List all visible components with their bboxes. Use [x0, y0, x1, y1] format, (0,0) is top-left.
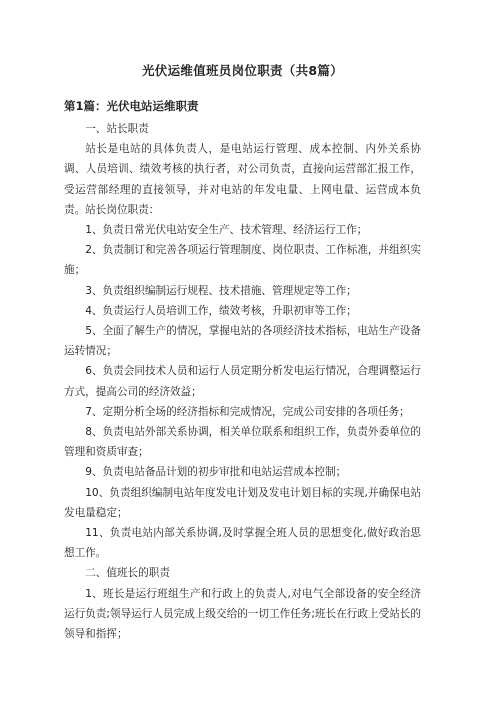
section-title: 第1篇：光伏电站运维职责: [64, 99, 199, 113]
paragraph: 7、定期分析全场的经济指标和完成情况，完成公司安排的各项任务；: [85, 405, 410, 418]
document-title: 光伏运维值班员岗位职责（共8篇）: [142, 63, 343, 78]
paragraph: 1、负责日常光伏电站安全生产、技术管理、经济运行工作；: [85, 224, 368, 237]
paragraph: 4、负责运行人员培训工作，绩效考核，升职初审等工作；: [85, 304, 357, 317]
paragraph: 10、负责组织编制电站年度发电计划及发电计划目标的实现,并确保电站发电量稳定；: [64, 486, 421, 519]
paragraph: 9、负责电站备品计划的初步审批和电站运营成本控制；: [85, 466, 347, 479]
paragraph: 8、负责电站外部关系协调，相关单位联系和组织工作，负责外委单位的管理和资质审查；: [64, 426, 421, 459]
paragraph: 6、负责会同技术人员和运行人员定期分析发电运行情况，合理调整运行方式，提高公司的经济效益；: [64, 365, 421, 398]
paragraph: 二、值班长的职责: [85, 567, 170, 580]
document-body: [64, 119, 421, 644]
paragraph: 站长是电站的具体负责人，是电站运行管理、成本控制、内外关系协调、人员培训、绩效考核的执行者，对公司负责，直接向运营部汇报工作，受运营部经理的直接领导，并对电站的年发电量、上网电量、运营成本负责。站长岗位职责：: [64, 143, 421, 216]
paragraph: 1、班长是运行班组生产和行政上的负责人,对电气全部设备的安全经济运行负责;领导运行人员完成上级交给的一切工作任务;班长在行政上受站长的领导和指挥；: [64, 587, 421, 641]
paragraph: 5、全面了解生产的情况，掌握电站的各项经济技术指标，电站生产设备运转情况；: [64, 325, 421, 358]
paragraph: 3、负责组织编制运行规程、技术措施、管理规定等工作；: [85, 284, 357, 297]
paragraph: 一、站长职责: [85, 123, 149, 135]
paragraph: 11、负责电站内部关系协调,及时掌握全班人员的思想变化,做好政治思想工作。: [64, 527, 421, 560]
paragraph: 2、负责制订和完善各项运行管理制度、岗位职责、工作标准，并组织实施；: [64, 244, 421, 277]
